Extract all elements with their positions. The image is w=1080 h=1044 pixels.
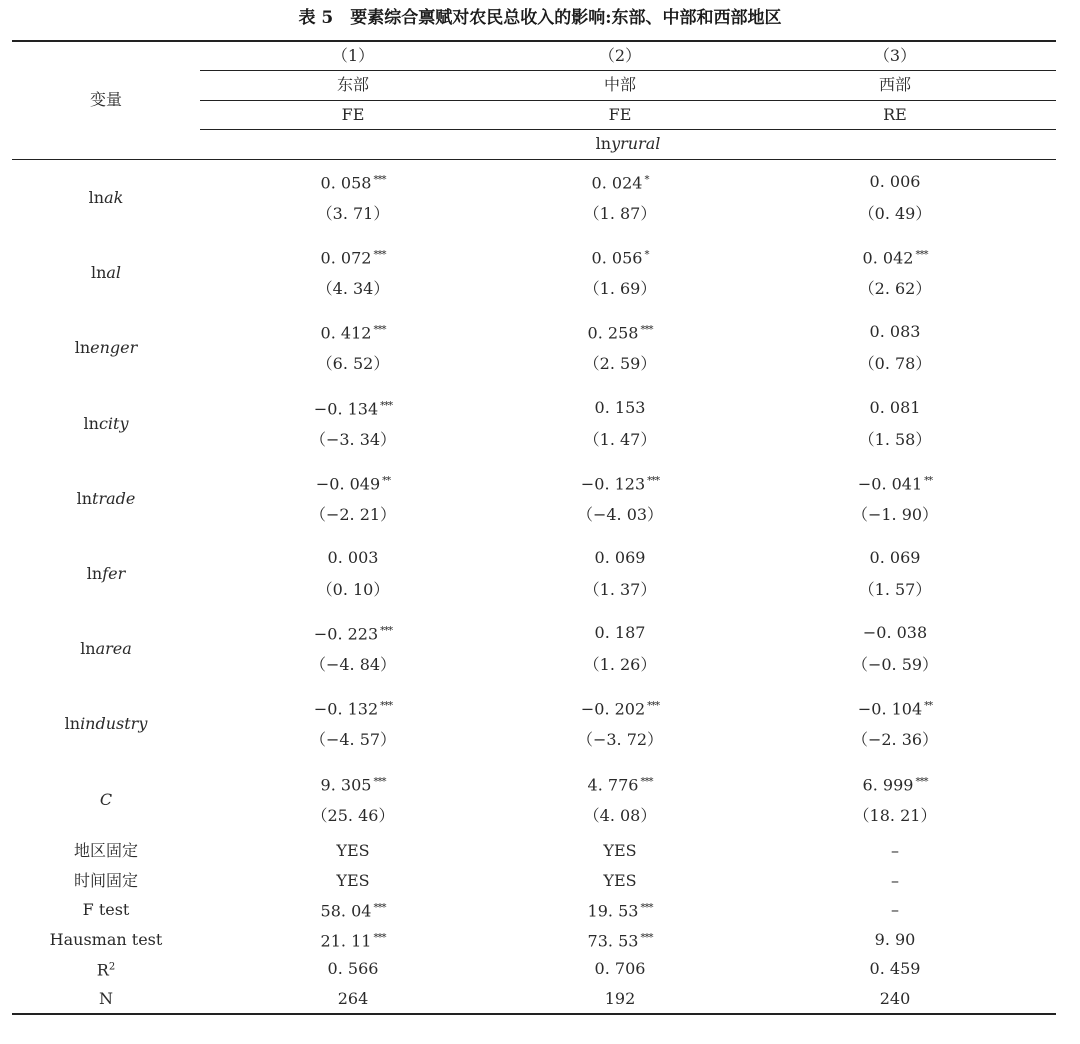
stat-value-text: 0. 459 — [869, 959, 921, 978]
stat-value-text: 21. 11 — [320, 931, 372, 950]
coefficient-cell — [321, 321, 386, 344]
stat-value — [605, 989, 636, 1009]
dependent-prefix: ln — [595, 134, 612, 153]
significance-stars: *** — [915, 249, 928, 261]
coefficient-cell — [863, 772, 928, 795]
stat-value-text: 58. 04 — [320, 901, 372, 921]
stat-value — [891, 871, 899, 891]
variable-header: 变量 — [89, 90, 123, 109]
significance-stars: *** — [640, 776, 653, 788]
stat-value — [336, 871, 369, 891]
coefficient-cell — [595, 548, 646, 568]
variable-name: trade — [92, 488, 136, 508]
col-2-region: 中部 — [603, 75, 637, 94]
variable-prefix: ln — [80, 639, 96, 659]
t-statistic: （1. 47） — [583, 429, 657, 449]
variable-prefix: ln — [90, 263, 107, 283]
stat-value — [338, 989, 369, 1009]
variable-prefix: ln — [83, 413, 99, 433]
t-statistic: （0. 78） — [858, 354, 932, 374]
stat-value — [891, 900, 899, 920]
header-bottom-rule — [12, 159, 1056, 160]
significance-stars: *** — [380, 625, 393, 637]
t-statistic: （1. 37） — [583, 580, 657, 599]
significance-stars: *** — [380, 400, 393, 412]
stat-label — [50, 930, 163, 950]
coefficient-value: 0. 003 — [327, 548, 379, 567]
coefficient-value: −0. 202 — [580, 699, 646, 719]
variable-label — [84, 414, 129, 434]
t-statistic: （−3. 34） — [309, 429, 397, 449]
coefficient-cell — [314, 396, 392, 419]
coefficient-cell — [592, 246, 649, 269]
stat-value-text: 240 — [879, 988, 911, 1008]
col-3-number: （3） — [873, 46, 917, 65]
t-statistic: （0. 49） — [858, 204, 932, 223]
t-statistic: （1. 57） — [858, 580, 932, 599]
header-rule-3 — [200, 129, 1056, 130]
coefficient-cell — [581, 471, 659, 494]
coefficient-value: 0. 412 — [320, 323, 372, 343]
stat-value-text: – — [891, 870, 899, 890]
significance-stars: *** — [640, 932, 653, 943]
t-statistic: （3. 71） — [316, 204, 390, 223]
stat-label-superscript: 2 — [108, 961, 116, 973]
header-rule-2 — [200, 100, 1056, 101]
coefficient-cell — [321, 171, 386, 194]
variable-label — [89, 188, 124, 208]
significance-stars: ** — [382, 475, 391, 487]
coefficient-value: 4. 776 — [587, 775, 639, 795]
dependent-name: yrural — [611, 134, 661, 153]
stat-value-text: 0. 566 — [327, 959, 379, 978]
stat-label-text: 时间固定 — [73, 870, 139, 890]
variable-label — [87, 564, 125, 584]
coefficient-value: 0. 056 — [591, 248, 643, 268]
coefficient-value: −0. 134 — [313, 399, 379, 419]
coefficient-cell — [870, 548, 921, 568]
stat-value — [603, 871, 636, 891]
variable-name: fer — [102, 564, 126, 583]
stat-value-text: – — [891, 841, 899, 860]
stat-value — [603, 841, 636, 861]
significance-stars: ** — [924, 475, 933, 487]
stat-label — [99, 989, 113, 1009]
significance-stars: *** — [915, 776, 928, 788]
stat-label-text: Hausman test — [49, 929, 163, 949]
variable-name: city — [98, 413, 129, 433]
significance-stars: *** — [640, 902, 653, 914]
stat-label — [74, 871, 138, 891]
stat-value-text: 19. 53 — [587, 901, 639, 921]
coefficient-value: 0. 081 — [869, 397, 921, 417]
t-statistic: （1. 69） — [583, 279, 657, 299]
t-statistic: （1. 58） — [858, 429, 932, 449]
stat-value-text: 192 — [604, 988, 636, 1008]
coefficient-value: −0. 041 — [857, 474, 923, 494]
variable-prefix: ln — [64, 714, 81, 734]
coefficient-cell — [870, 322, 921, 342]
coefficient-cell — [592, 171, 649, 194]
coefficient-value: 0. 258 — [587, 323, 639, 343]
stat-value — [328, 959, 379, 979]
significance-stars: *** — [373, 324, 386, 336]
coefficient-cell — [328, 548, 379, 568]
significance-stars: *** — [640, 324, 653, 336]
coefficient-value: 0. 058 — [320, 173, 372, 193]
coefficient-value: −0. 132 — [313, 699, 379, 719]
table-title: 表 5 要素综合禀赋对农民总收入的影响:东部、中部和西部地区 — [298, 8, 782, 28]
significance-stars: *** — [373, 902, 386, 914]
stat-value-text: YES — [336, 841, 370, 860]
coefficient-value: 0. 072 — [320, 248, 372, 268]
coefficient-value: 6. 999 — [862, 775, 914, 795]
coefficient-value: 0. 069 — [869, 548, 921, 567]
variable-prefix: ln — [74, 338, 91, 358]
col-1-region: 东部 — [336, 75, 370, 94]
variable-label — [100, 790, 112, 810]
stat-value-text: 9. 90 — [874, 929, 916, 949]
variable-prefix: ln — [88, 188, 105, 207]
significance-stars: *** — [373, 932, 386, 943]
coefficient-cell — [863, 246, 928, 269]
top-rule — [12, 40, 1056, 42]
coefficient-value: 9. 305 — [320, 775, 372, 795]
variable-name: ak — [104, 188, 124, 207]
stat-value-text: 264 — [337, 988, 369, 1008]
significance-stars: * — [644, 249, 649, 261]
col-2-model: FE — [608, 105, 632, 124]
significance-stars: *** — [373, 249, 386, 261]
variable-label — [65, 714, 148, 734]
stat-value — [891, 841, 899, 861]
stat-value — [588, 899, 653, 922]
coefficient-cell — [870, 398, 921, 418]
coefficient-cell — [316, 471, 390, 494]
variable-name: al — [106, 263, 122, 283]
significance-stars: *** — [373, 174, 386, 186]
significance-stars: * — [644, 174, 649, 186]
col-1-number: （1） — [331, 46, 375, 65]
coefficient-cell — [321, 246, 386, 269]
coefficient-value: −0. 049 — [315, 474, 381, 494]
t-statistic: （−0. 59） — [851, 655, 939, 675]
coefficient-cell — [595, 623, 646, 643]
dependent-variable — [596, 134, 661, 154]
t-statistic: （−4. 03） — [576, 504, 664, 524]
coefficient-cell — [321, 772, 386, 795]
variable-name: area — [95, 639, 132, 659]
t-statistic: （−3. 72） — [576, 730, 664, 750]
coefficient-value: −0. 038 — [862, 623, 928, 643]
col-1-model: FE — [341, 105, 365, 124]
variable-label — [77, 489, 136, 509]
stat-value — [870, 959, 921, 979]
coefficient-value: 0. 042 — [862, 248, 914, 268]
significance-stars: *** — [647, 700, 660, 712]
coefficient-value: 0. 006 — [869, 172, 921, 191]
stat-label — [74, 841, 138, 861]
stat-value-text: YES — [603, 841, 637, 860]
coefficient-value: 0. 024 — [591, 173, 643, 193]
stat-value-text: YES — [336, 870, 370, 890]
coefficient-cell — [314, 622, 392, 645]
t-statistic: （2. 62） — [858, 279, 932, 299]
significance-stars: *** — [373, 776, 386, 788]
coefficient-value: −0. 104 — [857, 699, 923, 719]
coefficient-cell — [870, 172, 921, 192]
header-rule-1 — [200, 70, 1056, 71]
col-3-region: 西部 — [878, 75, 912, 94]
coefficient-value: 0. 069 — [594, 548, 646, 567]
coefficient-value: 0. 083 — [869, 322, 921, 342]
variable-name: C — [99, 789, 113, 809]
stat-label-text: F test — [82, 900, 130, 919]
t-statistic: （0. 10） — [316, 580, 390, 599]
coefficient-value: −0. 123 — [580, 474, 646, 494]
stat-label — [97, 957, 115, 980]
t-statistic: （−4. 84） — [309, 655, 397, 675]
coefficient-cell — [588, 772, 653, 795]
t-statistic: （25. 46） — [311, 805, 395, 825]
coefficient-cell — [595, 398, 646, 418]
stat-value — [321, 899, 386, 922]
col-3-model: RE — [883, 105, 907, 124]
coefficient-cell — [581, 697, 659, 720]
t-statistic: （−1. 90） — [851, 504, 939, 524]
t-statistic: （1. 87） — [583, 204, 657, 223]
stat-value-text: 73. 53 — [587, 931, 639, 950]
stat-value-text: 0. 706 — [594, 959, 646, 978]
variable-label — [80, 639, 132, 659]
stat-value-text: – — [891, 900, 899, 919]
t-statistic: （−2. 21） — [309, 504, 397, 524]
coefficient-cell — [863, 623, 927, 643]
stat-value-text: YES — [603, 870, 637, 890]
coefficient-cell — [858, 471, 932, 494]
variable-name: enger — [90, 338, 138, 358]
col-2-number: （2） — [598, 46, 642, 65]
variable-prefix: ln — [76, 488, 93, 508]
t-statistic: （4. 08） — [583, 805, 657, 825]
stat-value — [880, 989, 911, 1009]
stat-label-text: N — [99, 988, 113, 1008]
stat-value — [595, 959, 646, 979]
stat-value — [875, 930, 916, 950]
t-statistic: （−4. 57） — [309, 730, 397, 750]
t-statistic: （4. 34） — [316, 279, 390, 299]
coefficient-cell — [858, 697, 932, 720]
stat-value — [588, 928, 653, 951]
significance-stars: ** — [924, 700, 933, 712]
significance-stars: *** — [380, 700, 393, 712]
t-statistic: （1. 26） — [583, 655, 657, 675]
variable-name: industry — [80, 714, 148, 734]
stat-label-text: 地区固定 — [73, 841, 139, 860]
stat-value — [336, 841, 369, 861]
bottom-rule — [12, 1013, 1056, 1015]
variable-label — [75, 338, 138, 358]
coefficient-cell — [314, 697, 392, 720]
stat-label — [83, 900, 130, 920]
t-statistic: （−2. 36） — [851, 730, 939, 750]
t-statistic: （6. 52） — [316, 354, 390, 374]
t-statistic: （2. 59） — [583, 354, 657, 374]
coefficient-value: 0. 153 — [594, 397, 646, 417]
variable-prefix: ln — [86, 564, 103, 583]
stat-label-text: R — [96, 960, 109, 980]
significance-stars: *** — [647, 475, 660, 487]
coefficient-cell — [588, 321, 653, 344]
coefficient-value: −0. 223 — [313, 624, 379, 644]
t-statistic: （18. 21） — [853, 805, 937, 825]
coefficient-value: 0. 187 — [594, 623, 646, 643]
stat-value — [321, 928, 386, 951]
variable-label — [91, 263, 121, 283]
